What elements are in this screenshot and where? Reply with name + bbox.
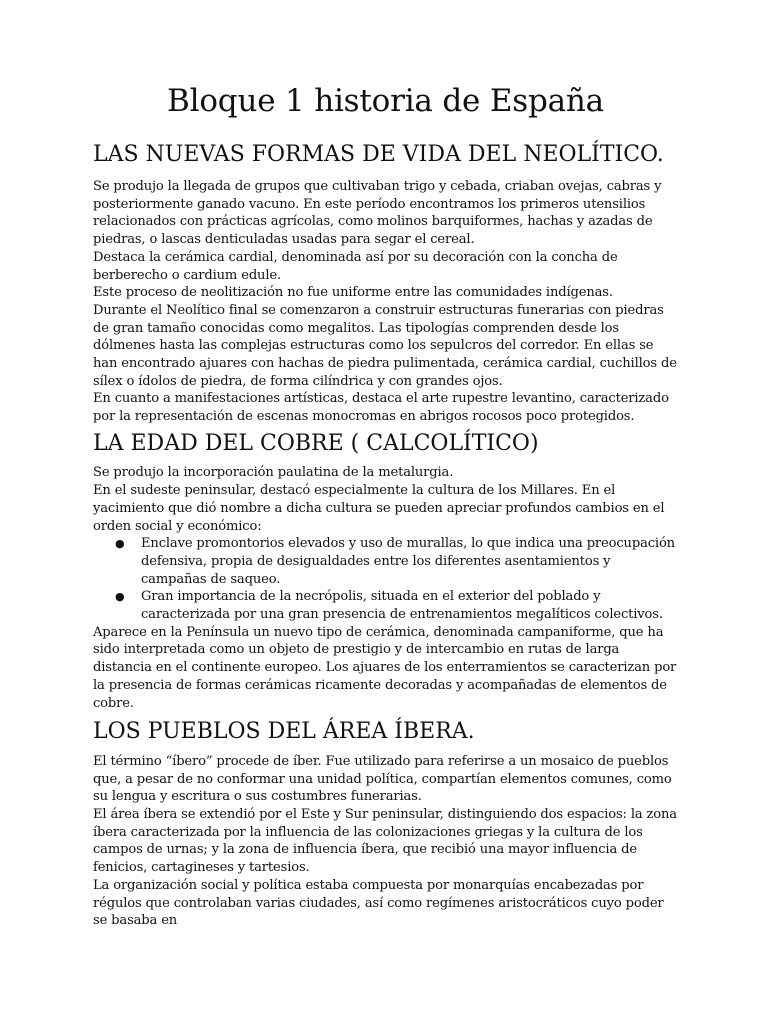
bullet-icon: ● (115, 590, 125, 604)
document-title: Bloque 1 historia de España (167, 83, 604, 119)
section-calcolitico (93, 430, 678, 712)
paragraph: Aparece en la Península un nuevo tipo de cerámica, denominada campaniforme, que ha sido interpretada como un objeto de prestigio y de intercambio en rutas de larga distancia en el continente europeo. Los ajuares de los enterramientos se caracterizan por la presencia de formas cerámicas ricamente decoradas y acompañadas de elementos de cobre. (93, 624, 677, 711)
list-item (115, 535, 678, 588)
paragraph: En cuanto a manifestaciones artísticas, destaca el arte rupestre levantino, caracterizado por la representación de escenas monocromas en abrigos rocosos poco protegidos. (93, 391, 669, 425)
paragraph: Este proceso de neolitización no fue uniforme entre las comunidades indígenas. (93, 285, 613, 301)
bullet-list (93, 535, 678, 624)
section-neolitico (93, 140, 678, 426)
list-item-text: Enclave promontorios elevados y uso de murallas, lo que indica una preocupación defensiva, propia de desigualdades entre los diferentes asentamientos y campañas de saqueo. (141, 536, 675, 587)
list-item-text: Gran importancia de la necrópolis, situada en el exterior del poblado y caracterizada por una gran presencia de entrenamientos megalíticos colectivos. (141, 589, 663, 623)
paragraph: Se produjo la incorporación paulatina de la metalurgia. (93, 465, 454, 481)
section-heading: LOS PUEBLOS DEL ÁREA ÍBERA. (93, 719, 475, 745)
section-heading: LAS NUEVAS FORMAS DE VIDA DEL NEOLÍTICO. (93, 141, 664, 167)
paragraph: Durante el Neolítico final se comenzaron a construir estructuras funerarias con piedras de gran tamaño conocidas como megalitos. Las tipologías comprenden desde los dólmenes hasta las complejas estructuras como los sepulcros del corredor. En ellas se han encontrado ajuares con hachas de piedra pulimentada, cerámica cardial, cuchillos de sílex o ídolos de piedra, de forma cilíndrica y con grandes ojos. (93, 302, 677, 389)
document-page (93, 84, 678, 930)
paragraph: El término “íbero” procede de íber. Fue utilizado para referirse a un mosaico de pueblos que, a pesar de no conformar una unidad política, compartían elementos comunes, como su lengua y escritura o sus costumbres funerarias. (93, 753, 672, 805)
paragraph: El área íbera se extendió por el Este y Sur peninsular, distinguiendo dos espacios: la zona íbera caracterizada por la influencia de las colonizaciones griegas y la cultura de los campos de urnas; y la zona de influencia íbera, que recibió una mayor influencia de fenicios, cartagineses y tartesios. (93, 806, 677, 876)
list-item (115, 588, 678, 623)
paragraph: Se produjo la llegada de grupos que cultivaban trigo y cebada, criaban ovejas, cabras y posteriormente ganado vacuno. En este período encontramos los primeros utensilios relacionados con prácticas agrícolas, como molinos barquiformes, hachas y azadas de piedras, o lascas denticuladas usadas para segar el cereal. (93, 179, 662, 248)
section-heading: LA EDAD DEL COBRE ( CALCOLÍTICO) (93, 430, 539, 456)
section-iberos (93, 718, 678, 930)
paragraph: La organización social y política estaba compuesta por monarquías encabezadas por régulos que controlaban varias ciudades, así como regímenes aristocráticos cuyo poder se basaba en (93, 877, 664, 929)
bullet-icon: ● (115, 537, 125, 551)
paragraph: Destaca la cerámica cardial, denominada así por su decoración con la concha de berberecho o cardium edule. (93, 249, 618, 283)
paragraph: En el sudeste peninsular, destacó especialmente la cultura de los Millares. En el yacimiento que dió nombre a dicha cultura se pueden apreciar profundos cambios en el orden social y económico: (93, 483, 665, 534)
